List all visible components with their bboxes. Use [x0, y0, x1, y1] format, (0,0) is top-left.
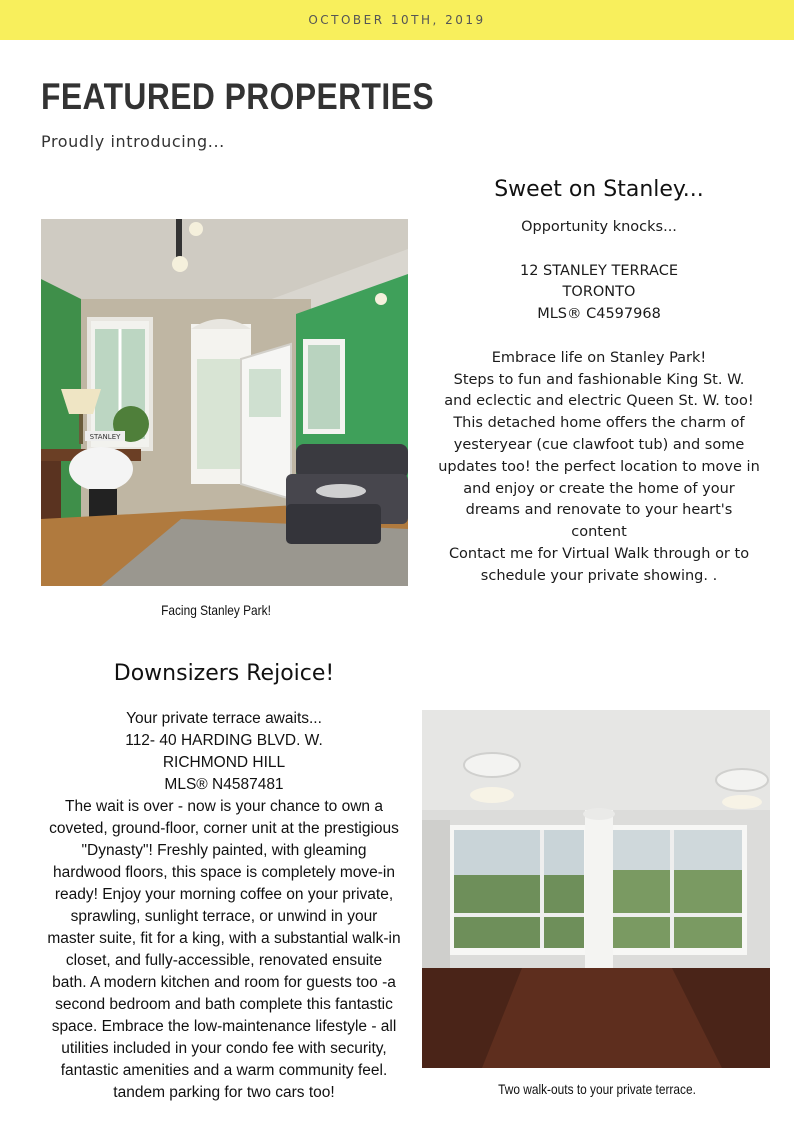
page-subtitle: Proudly introducing...: [41, 132, 225, 151]
listing2-desc-line: utilities included in your condo fee with security,: [61, 1040, 387, 1057]
listing2-heading: Downsizers Rejoice!: [113, 661, 335, 686]
listing1-desc-line: Contact me for Virtual Walk through or to: [448, 545, 750, 562]
listing2-photo: [422, 710, 770, 1068]
listing2-desc-line: sprawling, sunlight terrace, or unwind in your: [70, 908, 378, 925]
listing1-heading: Sweet on Stanley...: [494, 177, 704, 202]
listing2-desc-line: coveted, ground-floor, corner unit at the prestigious: [49, 820, 399, 837]
listing1-desc-line: updates too! the perfect location to move in: [438, 458, 760, 475]
listing2-tagline: Your private terrace awaits...: [126, 710, 322, 727]
listing2-mls: MLS® N4587481: [164, 776, 284, 793]
date-banner: [0, 0, 794, 40]
issue-date: OCTOBER 10TH, 2019: [308, 13, 486, 27]
listing2-desc-line: master suite, fit for a king, with a substantial walk-in: [47, 930, 401, 947]
listing2-photo-caption: Two walk-outs to your private terrace.: [498, 1081, 696, 1097]
listing2-desc-line: closet, and fully-accessible, renovated ensuite: [65, 952, 383, 969]
listing2-address-line1: 112- 40 HARDING BLVD. W.: [125, 732, 323, 749]
listing1-desc-line: and enjoy or create the home of your: [463, 480, 735, 497]
listing2-desc-line: hardwood floors, this space is completely move-in: [52, 864, 395, 881]
listing1-desc-line: content: [571, 524, 627, 541]
listing2-desc-line: space. Embrace the low-maintenance lifestyle - all: [51, 1018, 397, 1035]
listing1-desc-line: and eclectic and electric Queen St. W. too!: [444, 393, 754, 410]
listing2-desc-line: The wait is over - now is your chance to own a: [65, 798, 383, 815]
listing1-photo: [41, 219, 408, 586]
listing1-address-line1: 12 STANLEY TERRACE: [520, 262, 678, 279]
listing1-desc-line: yesteryear (cue clawfoot tub) and some: [453, 436, 745, 453]
listing1-address-line2: TORONTO: [562, 284, 636, 301]
listing1-details: [424, 217, 774, 588]
page-title: FEATURED PROPERTIES: [41, 76, 434, 117]
listing2-desc-line: fantastic amenities and a warm community feel.: [60, 1062, 388, 1079]
listing1-tagline: Opportunity knocks...: [521, 219, 677, 235]
stanley-sign-text: STANLEY: [89, 433, 121, 441]
listing1-desc-line: schedule your private showing. .: [480, 567, 718, 584]
listing1-photo-caption: Facing Stanley Park!: [161, 602, 271, 618]
listing2-desc-line: ready! Enjoy your morning coffee on your private,: [54, 886, 394, 903]
listing2-address-line2: RICHMOND HILL: [162, 754, 286, 771]
listing1-desc-line: This detached home offers the charm of: [453, 415, 745, 432]
listing2-desc-line: "Dynasty"! Freshly painted, with gleaming: [81, 842, 367, 859]
listing1-desc-line: Embrace life on Stanley Park!: [491, 349, 707, 366]
listing2-desc-line: tandem parking for two cars too!: [113, 1084, 335, 1101]
listing1-desc-line: dreams and renovate to your heart's: [465, 502, 733, 519]
listing2-desc-line: bath. A modern kitchen and room for guests too -a: [52, 974, 396, 991]
listing1-desc-line: Steps to fun and fashionable King St. W.: [453, 371, 745, 388]
listing1-mls: MLS® C4597968: [537, 306, 661, 323]
listing2-details: [38, 708, 410, 1104]
listing2-desc-line: second bedroom and bath complete this fantastic: [55, 996, 393, 1013]
